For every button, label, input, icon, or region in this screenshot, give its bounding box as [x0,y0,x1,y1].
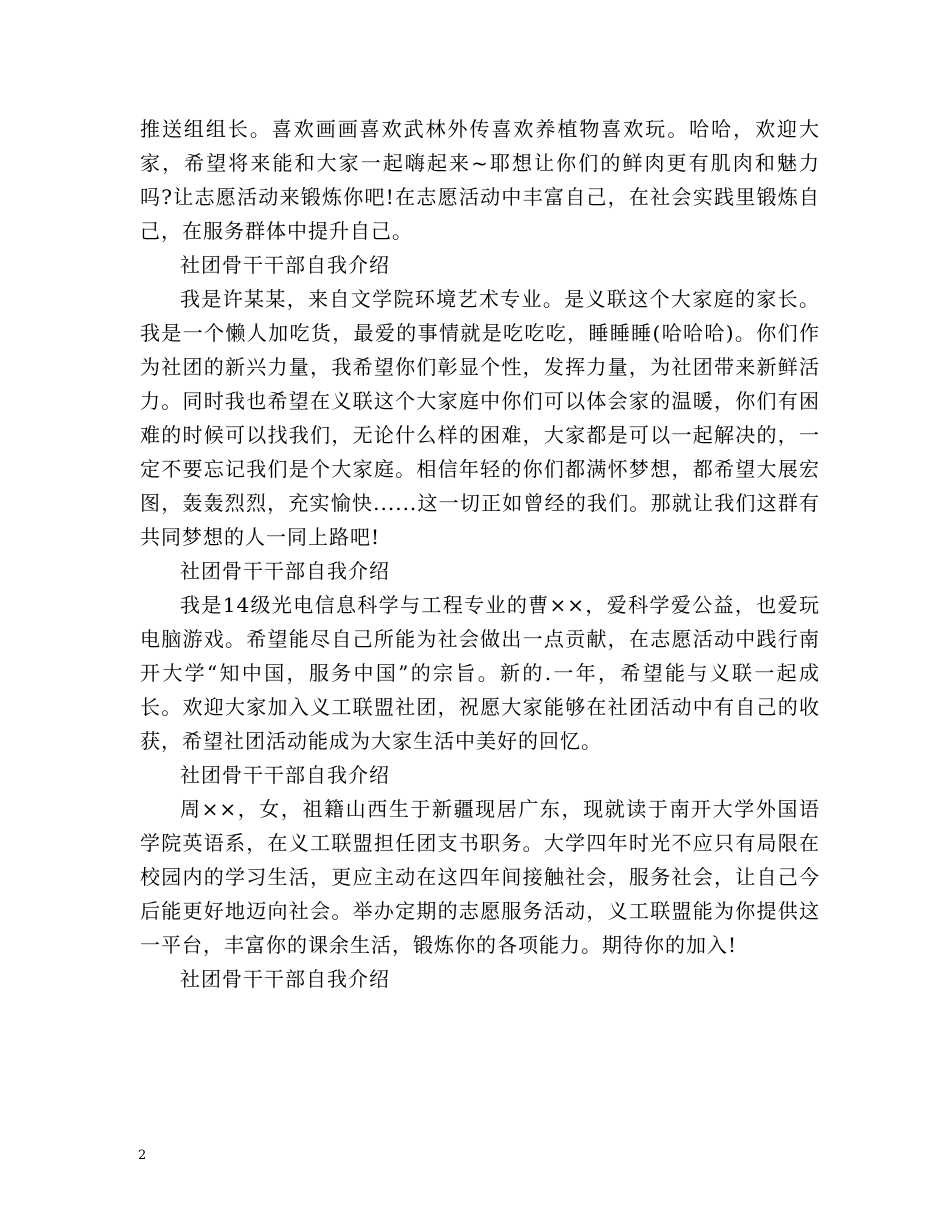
paragraph-intro-cao: 我是14级光电信息科学与工程专业的曹××，爱科学爱公益，也爱玩电脑游戏。希望能尽自己所能为社会做出一点贡献，在志愿活动中践行南开大学“知中国，服务中国”的宗旨。新的.一年，希望能与义联一起成长。欢迎大家加入义工联盟社团，祝愿大家能够在社团活动中有自己的收获，希望社团活动能成为大家生活中美好的回忆。 [140,593,820,753]
section-heading: 社团骨干干部自我介绍 [180,559,390,583]
paragraph-continued: 推送组组长。喜欢画画喜欢武林外传喜欢养植物喜欢玩。哈哈，欢迎大家，希望将来能和大家一起嗨起来~耶想让你们的鲜肉更有肌肉和魅力吗?让志愿活动来锻炼你吧!在志愿活动中丰富自己，在社会实践里锻炼自己，在服务群体中提升自己。 [140,117,820,243]
section-heading: 社团骨干干部自我介绍 [180,253,390,277]
section-heading: 社团骨干干部自我介绍 [180,763,390,787]
document-body [140,112,820,996]
paragraph-intro-xu: 我是许某某，来自文学院环境艺术专业。是义联这个大家庭的家长。我是一个懒人加吃货，最爱的事情就是吃吃吃，睡睡睡(哈哈哈)。你们作为社团的新兴力量，我希望你们彰显个性，发挥力量，为社团带来新鲜活力。同时我也希望在义联这个大家庭中你们可以体会家的温暖，你们有困难的时候可以找我们，无论什么样的困难，大家都是可以一起解决的，一定不要忘记我们是个大家庭。相信年轻的你们都满怀梦想，都希望大展宏图，轰轰烈烈，充实愉快......这一切正如曾经的我们。那就让我们这群有共同梦想的人一同上路吧! [140,287,820,549]
section-heading: 社团骨干干部自我介绍 [180,967,390,991]
page-number: 2 [138,1148,147,1163]
paragraph-intro-zhou: 周××，女，祖籍山西生于新疆现居广东，现就读于南开大学外国语学院英语系，在义工联盟担任团支书职务。大学四年时光不应只有局限在校园内的学习生活，更应主动在这四年间接触社会，服务社会，让自己今后能更好地迈向社会。举办定期的志愿服务活动，义工联盟能为你提供这一平台，丰富你的课余生活，锻炼你的各项能力。期待你的加入! [140,797,820,957]
